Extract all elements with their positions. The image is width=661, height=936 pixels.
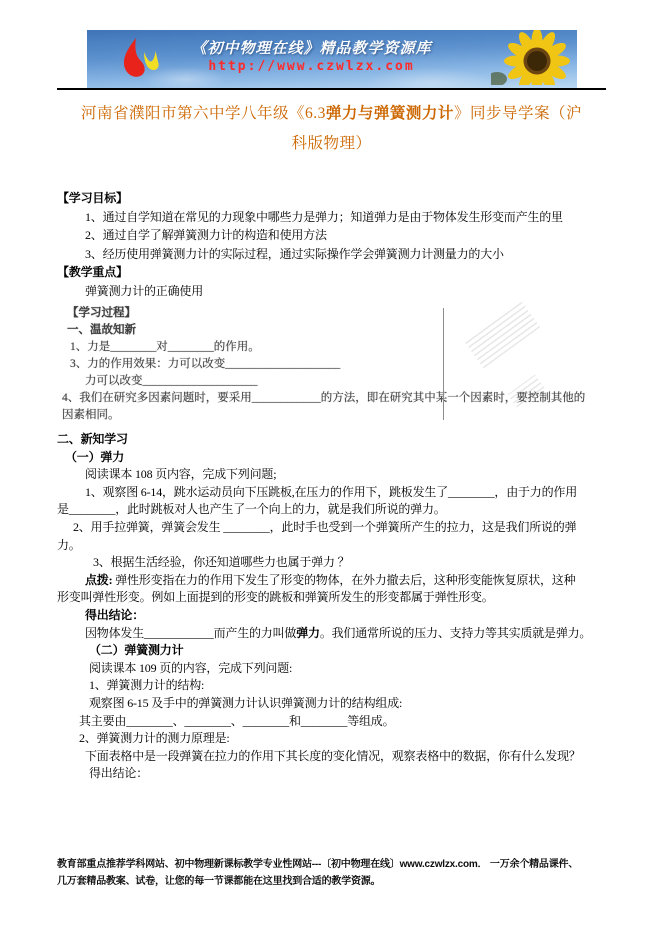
conclusion2-heading: 得出结论： [89, 766, 149, 781]
focus-heading: 【教学重点】 [57, 265, 128, 279]
page-title-part1: 河南省濮阳市第六中学八年级《6.3 [81, 105, 326, 122]
image-vertical-line [443, 308, 444, 420]
sub-heading-elastic-force: （一）弹力 [65, 449, 125, 464]
page-title-part3: 》同步导学案（沪 [453, 105, 582, 122]
document-page [57, 30, 606, 783]
page-footer [57, 856, 613, 890]
page-title [77, 99, 587, 159]
question-line: 3、根据生活经验，你还知道哪些力也属于弹力 ？ [93, 555, 350, 570]
page-title-bold: 弹力与弹簧测力计 [325, 105, 454, 122]
structure-line: 1、弹簧测力计的结构: [89, 678, 205, 693]
read-instruction: 阅读课本 108 页内容，完成下列问题; [85, 467, 277, 482]
site-url-link[interactable]: http://www.czwlzx.com [208, 59, 415, 74]
table-note-line: 下面表格中是一段弹簧在拉力的作用下其长度的变化情况，观察表格中的数据，你有什么发现？ [85, 748, 581, 763]
footer-line: 几万套精品教案、试卷，让您的每一节课都能在这里找到合适的教学资源。 [57, 876, 381, 887]
process-line: 1、力是________对________的作用。 [70, 341, 260, 353]
site-title: 《初中物理在线》精品教学资源库 [191, 40, 432, 57]
read-instruction: 阅读课本 109 页的内容，完成下列问题: [89, 660, 293, 675]
conclusion-heading: 得出结论： [85, 607, 145, 622]
footer-line: 教育部重点推荐学科网站、初中物理新课标教学专业性网站---〔初中物理在线〕www.czwlzx.com． 一万余个精品课件、 [57, 859, 579, 870]
question-line: 是________，此时跳板对人也产生了一个向上的力，就是我们所说的弹力。 [57, 502, 446, 517]
tip-continuation: 形变叫弹性形变。例如上面提到的形变的跳板和弹簧所发生的形变都属于弹性形变。 [57, 590, 494, 605]
process-heading: 【学习过程】 [67, 307, 136, 319]
page-title-line2: 科版物理） [291, 135, 372, 152]
process-line: 3、力的作用效果：力可以改变____________________ [70, 358, 341, 370]
objective-item: 2、通过自学了解弹簧测力计的构造和使用方法 [85, 228, 327, 242]
process-line: 4、我们在研究多因素问题时，要采用____________的方法，即在研究其中某一个因素时，要控制其他的 [62, 392, 586, 404]
objective-item: 3、经历使用弹簧测力计的实际过程，通过实际操作学会弹簧测力计测量力的大小 [85, 246, 504, 261]
structure-line: 观察图 6-15 及手中的弹簧测力计认识弹簧测力计的结构组成: [89, 695, 403, 710]
process-image-block [57, 305, 606, 425]
question-line: 2、用手拉弹簧，弹簧会发生 ________，此时手也受到一个弹簧所产生的拉力，这是我们所说的弹 [73, 519, 577, 534]
learning-heading: 二、新知学习 [57, 432, 128, 446]
process-line: 力可以改变____________________ [85, 375, 258, 387]
conclusion-post: 。我们通常所说的压力、支持力等其实质就是弹力。 [319, 625, 592, 640]
principle-line: 2、弹簧测力计的测力原理是: [79, 731, 230, 746]
question-line: 力。 [57, 537, 81, 552]
objectives-section [57, 189, 606, 300]
header-banner [87, 30, 577, 88]
process-line: 因素相同。 [62, 409, 120, 421]
new-learning-section [57, 431, 606, 783]
objective-item: 1、通过自学知道在常见的力现象中哪些力是弹力；知道弹力是由于物体发生形变而产生的里 [85, 209, 563, 224]
conclusion-pre: 因物体发生____________而产生的力叫做 [85, 625, 297, 640]
objectives-heading: 【学习目标】 [57, 191, 128, 205]
conclusion-bold-term: 弹力 [296, 625, 320, 640]
sunflower-icon [491, 30, 575, 88]
focus-text: 弹簧测力计的正确使用 [85, 283, 204, 298]
question-line: 1、观察图 6-14，跳水运动员向下压跳板,在压力的作用下，跳板发生了________，由于力的作用 [85, 484, 577, 499]
tip-label: 点拨: [85, 572, 113, 587]
sub-heading-spring-scale: （二）弹簧测力计 [89, 643, 184, 658]
tip-line [57, 572, 606, 590]
process-section-heading: 一、温故知新 [67, 324, 136, 336]
tip-text: 弹性形变指在力的作用下发生了形变的物体，在外力撤去后，这种形变能恢复原状，这种 [112, 572, 576, 587]
conclusion-line [57, 625, 606, 643]
banner-divider [57, 88, 606, 90]
structure-line: 其主要由________、________、________和________等组成。 [79, 713, 395, 728]
